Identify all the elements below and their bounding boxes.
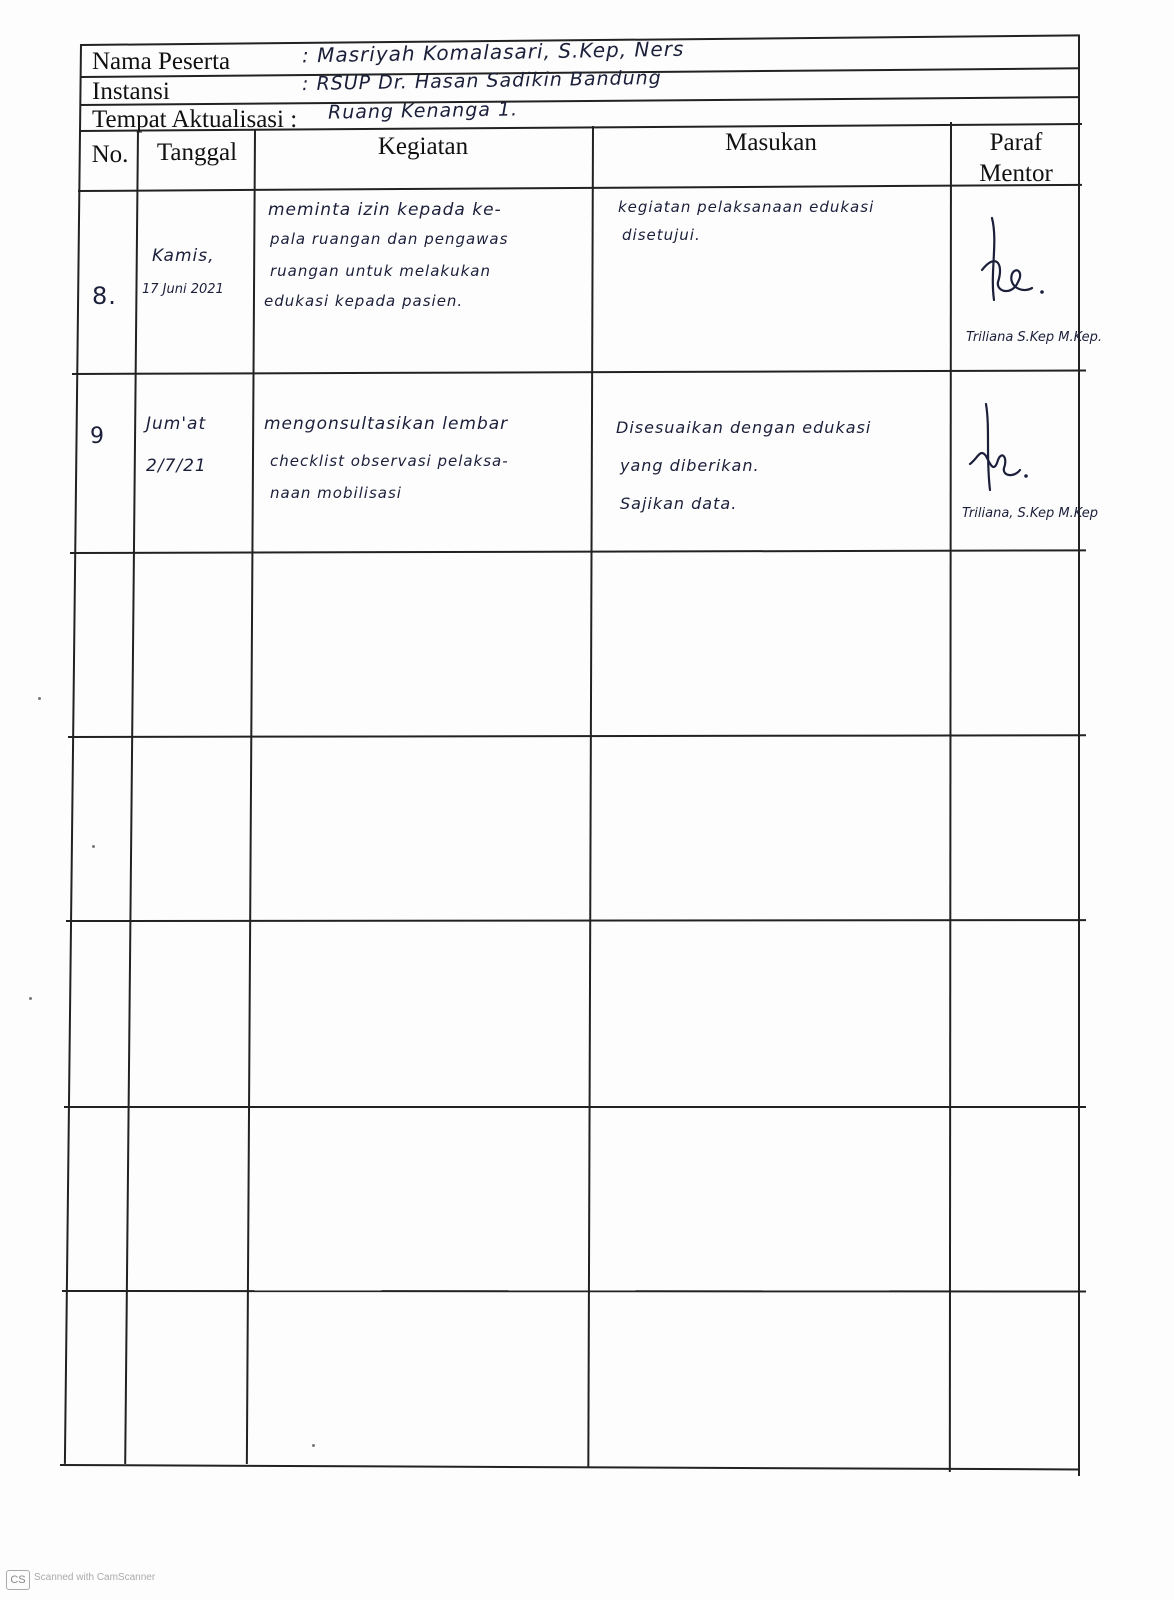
row-masukan-line: kegiatan pelaksanaan edukasi xyxy=(618,198,875,216)
camscanner-logo: CS xyxy=(6,1570,30,1590)
row-masukan-line: Disesuaikan dengan edukasi xyxy=(616,418,872,437)
table-row-empty xyxy=(80,924,1078,1102)
col-header-masukan: Masukan xyxy=(725,129,817,156)
row-number: 9 xyxy=(90,424,105,449)
mentor-name: Triliana, S.Kep M.Kep xyxy=(962,506,1099,521)
row-kegiatan-line: mengonsultasikan lembar xyxy=(264,414,509,434)
row-rule-2 xyxy=(70,549,1086,554)
row-rule-6 xyxy=(62,1290,1086,1293)
row-rule-5 xyxy=(64,1106,1086,1108)
row-masukan-line: yang diberikan. xyxy=(620,456,760,475)
scan-speck xyxy=(92,845,95,848)
row-date-day: Jum'at xyxy=(146,414,207,434)
header-rule-2 xyxy=(80,96,1080,106)
table-row-empty xyxy=(80,556,1078,732)
table-row-empty xyxy=(80,1110,1078,1286)
col-header-kegiatan: Kegiatan xyxy=(377,133,469,160)
row-number: 8. xyxy=(92,282,117,310)
table-row-empty xyxy=(80,740,1078,916)
col-header-paraf: Paraf Mentor xyxy=(979,129,1053,187)
header-bottom-rule xyxy=(78,184,1082,192)
instansi-value: : RSUP Dr. Hasan Sadikin Bandung xyxy=(301,66,662,96)
scan-speck xyxy=(29,997,32,1000)
row-kegiatan-line: edukasi kepada pasien. xyxy=(264,292,464,310)
table-row-empty xyxy=(80,1294,1078,1460)
table-right-border xyxy=(1078,36,1080,1476)
scan-speck xyxy=(312,1444,315,1447)
row-rule-1 xyxy=(72,369,1086,375)
col-header-no: No. xyxy=(91,141,129,168)
instansi-label: Instansi xyxy=(92,78,170,105)
row-date-value: 2/7/21 xyxy=(146,456,207,476)
row-rule-4 xyxy=(66,919,1086,922)
mentor-signature xyxy=(964,398,1044,498)
tempat-value: Ruang Kenanga 1. xyxy=(327,98,519,124)
row-masukan-line: disetujui. xyxy=(622,226,701,244)
row-rule-3 xyxy=(68,734,1086,738)
row-kegiatan-line: checklist observasi pelaksa- xyxy=(270,452,509,470)
row-date-value: 17 Juni 2021 xyxy=(142,282,224,297)
row-kegiatan-line: naan mobilisasi xyxy=(270,484,402,502)
nama-value: : Masriyah Komalasari, S.Kep, Ners xyxy=(301,36,685,68)
camscanner-watermark: Scanned with CamScanner xyxy=(34,1572,156,1583)
row-date-day: Kamis, xyxy=(152,246,215,266)
mentor-name: Triliana S.Kep M.Kep. xyxy=(966,330,1103,345)
row-masukan-line: Sajikan data. xyxy=(620,494,738,513)
mentor-signature xyxy=(972,212,1062,312)
row-kegiatan-line: ruangan untuk melakukan xyxy=(270,262,491,280)
row-kegiatan-line: meminta izin kepada ke- xyxy=(268,200,502,220)
row-kegiatan-line: pala ruangan dan pengawas xyxy=(270,230,509,248)
col-header-tanggal: Tanggal xyxy=(156,139,238,166)
table-bottom-border xyxy=(60,1464,1080,1470)
scan-speck xyxy=(38,697,41,700)
nama-label: Nama Peserta xyxy=(92,48,231,75)
tempat-label: Tempat Aktualisasi : xyxy=(92,106,298,133)
